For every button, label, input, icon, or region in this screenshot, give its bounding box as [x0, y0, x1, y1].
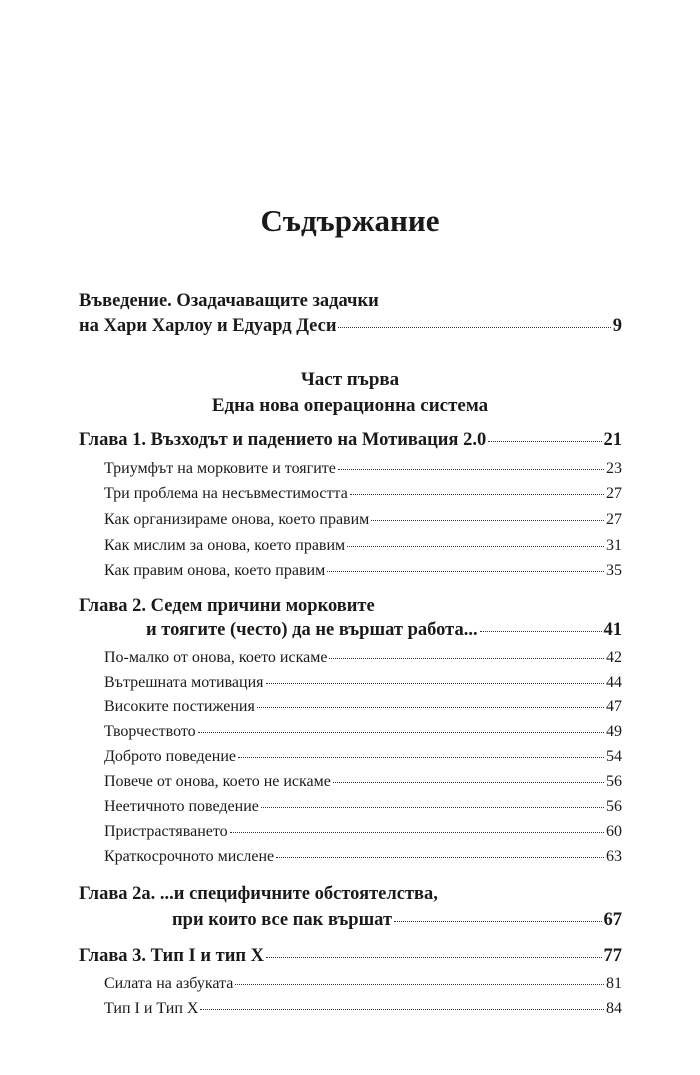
dot-leader	[261, 807, 604, 808]
section-page: 44	[606, 674, 622, 691]
section-label: Как мислим за онова, което правим	[104, 537, 346, 554]
toc-section[interactable]	[104, 748, 622, 766]
toc-section[interactable]	[104, 649, 622, 667]
dot-leader	[266, 957, 602, 958]
chapter-page: 77	[603, 946, 622, 966]
dot-leader	[235, 984, 604, 985]
toc-section[interactable]	[104, 698, 622, 716]
dot-leader	[198, 732, 604, 733]
toc-section[interactable]	[104, 798, 622, 816]
section-label: По-малко от онова, което искаме	[104, 649, 328, 666]
section-label: Вътрешната мотивация	[104, 674, 264, 691]
toc-section[interactable]	[104, 975, 622, 993]
part-heading-line2: Една нова операционна система	[211, 395, 489, 416]
toc-intro-line2: на Хари Харлоу и Едуард Деси	[79, 316, 337, 336]
toc-section[interactable]	[104, 848, 622, 866]
toc-chapter-1[interactable]	[79, 430, 622, 451]
section-page: 63	[606, 848, 622, 865]
section-page: 31	[606, 537, 622, 554]
chapter-2a-line1: Глава 2а. ...и специфичните обстоятелства,	[79, 884, 438, 904]
dot-leader	[338, 469, 604, 470]
toc-section[interactable]	[104, 562, 622, 580]
dot-leader	[257, 707, 604, 708]
chapter-page: 41	[603, 620, 622, 640]
dot-leader	[488, 441, 601, 442]
toc-section[interactable]	[104, 723, 622, 741]
section-page: 84	[606, 1000, 622, 1017]
section-page: 23	[606, 460, 622, 477]
section-page: 81	[606, 975, 622, 992]
dot-leader	[238, 757, 604, 758]
toc-section[interactable]	[104, 773, 622, 791]
section-page: 27	[606, 485, 622, 502]
section-page: 47	[606, 698, 622, 715]
page-title: Съдържание	[260, 203, 440, 238]
dot-leader	[338, 327, 610, 328]
dot-leader	[200, 1009, 604, 1010]
toc-section[interactable]	[104, 1000, 622, 1018]
section-page: 56	[606, 773, 622, 790]
dot-leader	[394, 921, 601, 922]
dot-leader	[230, 832, 604, 833]
dot-leader	[327, 571, 604, 572]
section-label: Пристрастяването	[104, 823, 228, 840]
toc-section[interactable]	[104, 674, 622, 692]
toc-section[interactable]	[104, 511, 622, 529]
dot-leader	[329, 658, 604, 659]
toc-section[interactable]	[104, 823, 622, 841]
section-page: 54	[606, 748, 622, 765]
section-label: Краткосрочното мислене	[104, 848, 275, 865]
dot-leader	[276, 857, 604, 858]
section-label: Неетичното поведение	[104, 798, 259, 815]
section-label: Триумфът на морковите и тоягите	[104, 460, 336, 477]
section-page: 49	[606, 723, 622, 740]
section-label: Творчеството	[104, 723, 196, 740]
toc-intro-page: 9	[612, 316, 622, 336]
toc-intro-line1: Въведение. Озадачаващите задачки	[79, 291, 379, 311]
part-heading-line1: Част първа	[300, 369, 400, 390]
dot-leader	[480, 631, 602, 632]
dot-leader	[347, 546, 604, 547]
section-label: Три проблема на несъвместимостта	[104, 485, 348, 502]
section-label: Доброто поведение	[104, 748, 237, 765]
toc-chapter-2a[interactable]	[172, 910, 622, 931]
toc-chapter-2[interactable]	[146, 620, 622, 641]
dot-leader	[333, 782, 604, 783]
section-label: Как правим онова, което правим	[104, 562, 326, 579]
chapter-title: Глава 1. Възходът и падението на Мотивация 2.0	[79, 430, 487, 450]
toc-chapter-3[interactable]	[79, 946, 622, 967]
section-page: 60	[606, 823, 622, 840]
section-label: Силата на азбуката	[104, 975, 234, 992]
dot-leader	[350, 494, 604, 495]
section-page: 27	[606, 511, 622, 528]
chapter-page: 21	[603, 430, 622, 450]
section-label: Повече от онова, което не искаме	[104, 773, 331, 790]
section-page: 35	[606, 562, 622, 579]
chapter-title: и тоягите (често) да не вършат работа...	[146, 620, 478, 640]
toc-section[interactable]	[104, 485, 622, 503]
chapter-page: 67	[603, 910, 622, 930]
chapter-title: Глава 3. Тип I и тип X	[79, 946, 264, 966]
section-label: Високите постижения	[104, 698, 255, 715]
chapter-title: при които все пак вършат	[172, 910, 393, 930]
section-page: 56	[606, 798, 622, 815]
dot-leader	[371, 520, 604, 521]
section-label: Как организираме онова, което правим	[104, 511, 370, 528]
toc-section[interactable]	[104, 460, 622, 478]
toc-intro-entry[interactable]	[79, 316, 622, 337]
section-page: 42	[606, 649, 622, 666]
toc-section[interactable]	[104, 537, 622, 555]
chapter-2-line1: Глава 2. Седем причини морковите	[79, 596, 375, 616]
dot-leader	[266, 683, 605, 684]
section-label: Тип I и Тип X	[104, 1000, 199, 1017]
